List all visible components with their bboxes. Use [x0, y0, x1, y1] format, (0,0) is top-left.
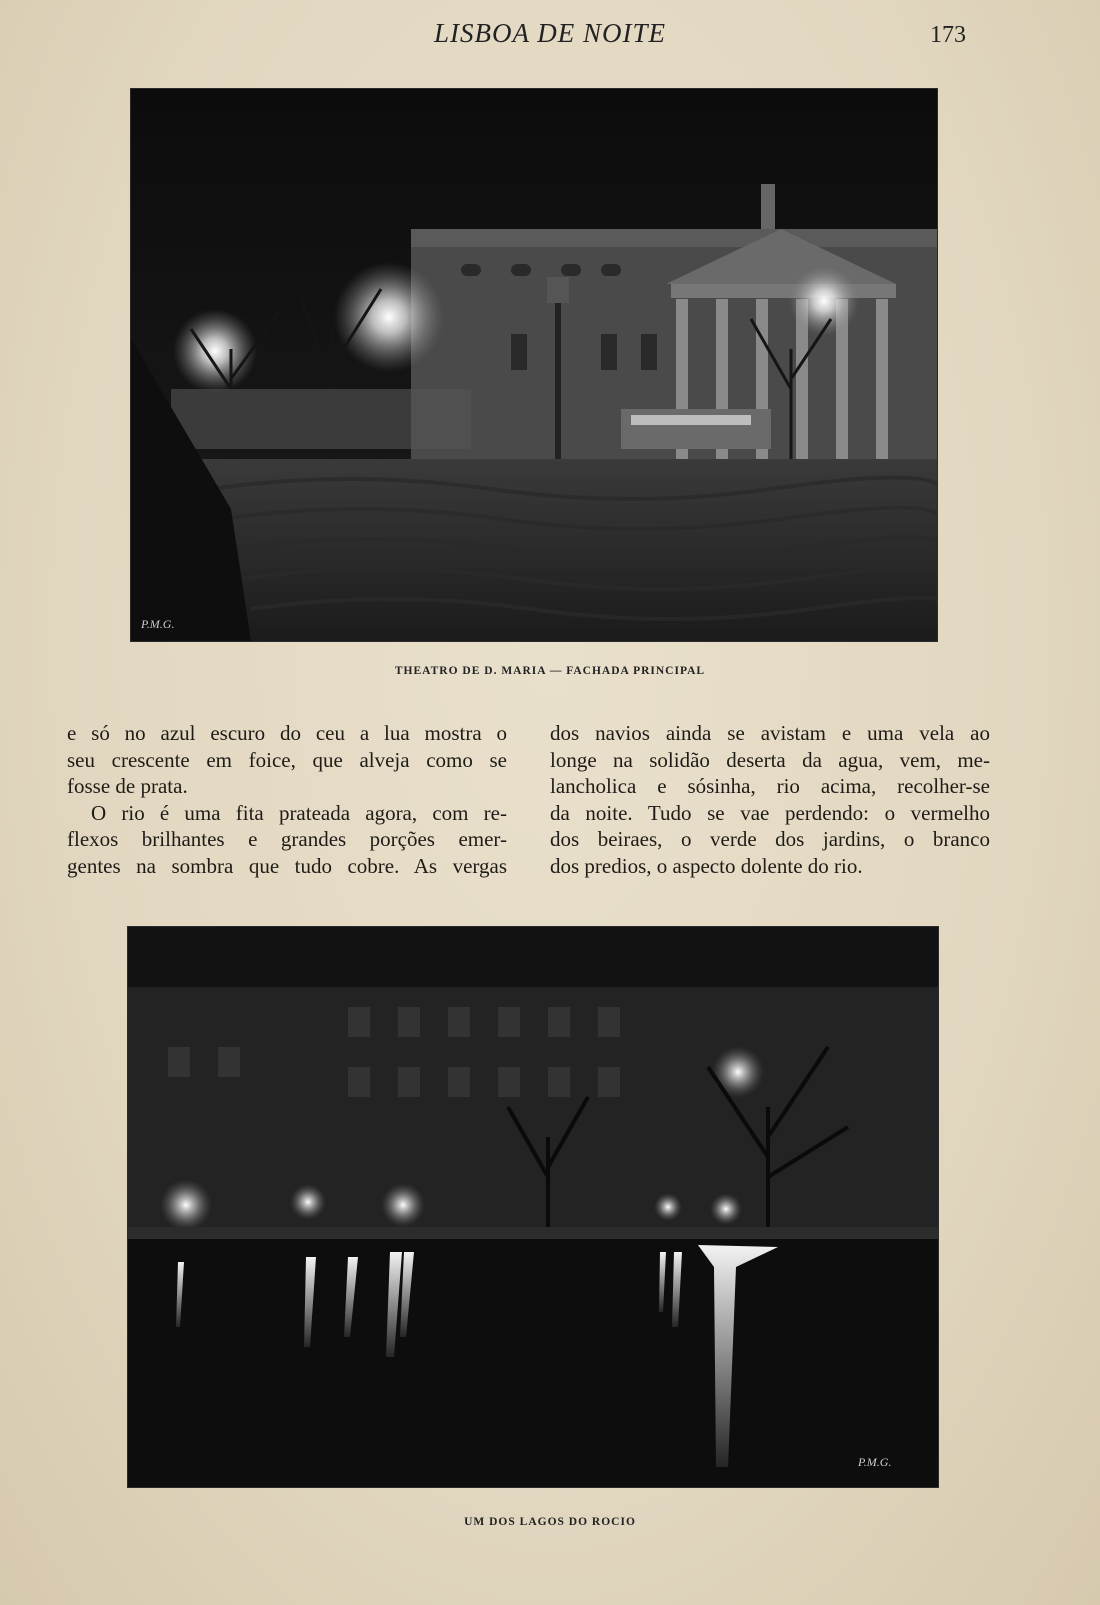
text-line: longe na solidão deserta da agua, vem, me- — [550, 747, 990, 772]
text-line: dos navios ainda se avistam e uma vela ao — [550, 721, 990, 745]
photographer-signature: P.M.G. — [858, 1455, 892, 1469]
figure-caption-2: UM DOS LAGOS DO ROCIO — [464, 1516, 636, 1528]
page-number: 173 — [930, 22, 966, 48]
text-line: fosse de prata. — [67, 774, 188, 798]
text-line: e só no azul escuro do ceu a lua mostra o — [67, 721, 507, 745]
paragraph — [67, 720, 507, 800]
figure-caption-1: THEATRO DE D. MARIA — FACHADA PRINCIPAL — [394, 665, 706, 677]
paragraph — [67, 800, 507, 880]
text-line: gentes na sombra que tudo cobre. As vergas — [67, 853, 507, 878]
text-line: da noite. Tudo se vae perdendo: o vermelho — [550, 800, 990, 825]
photo-theatre-facade — [131, 89, 937, 641]
text-line: lancholica e sósinha, rio acima, recolher-se — [550, 774, 990, 798]
running-title: LISBOA DE NOITE — [433, 18, 666, 48]
text-line: seu crescente em foice, que alveja como se — [67, 747, 507, 772]
theatre-night-photo — [131, 89, 937, 641]
text-line: flexos brilhantes e grandes porções emer- — [67, 827, 507, 851]
text-line: dos predios, o aspecto dolente do rio. — [550, 853, 863, 878]
text-line: dos beiraes, o verde dos jardins, o branco — [550, 827, 990, 851]
text-line: O rio é uma fita prateada agora, com re- — [91, 800, 507, 825]
photo-lake-rocio — [128, 927, 938, 1487]
text-column-left — [67, 720, 507, 879]
text-column-right — [550, 720, 990, 879]
photographer-signature: P.M.G. — [141, 617, 175, 631]
lake-night-photo — [128, 927, 938, 1487]
paragraph — [550, 720, 990, 879]
